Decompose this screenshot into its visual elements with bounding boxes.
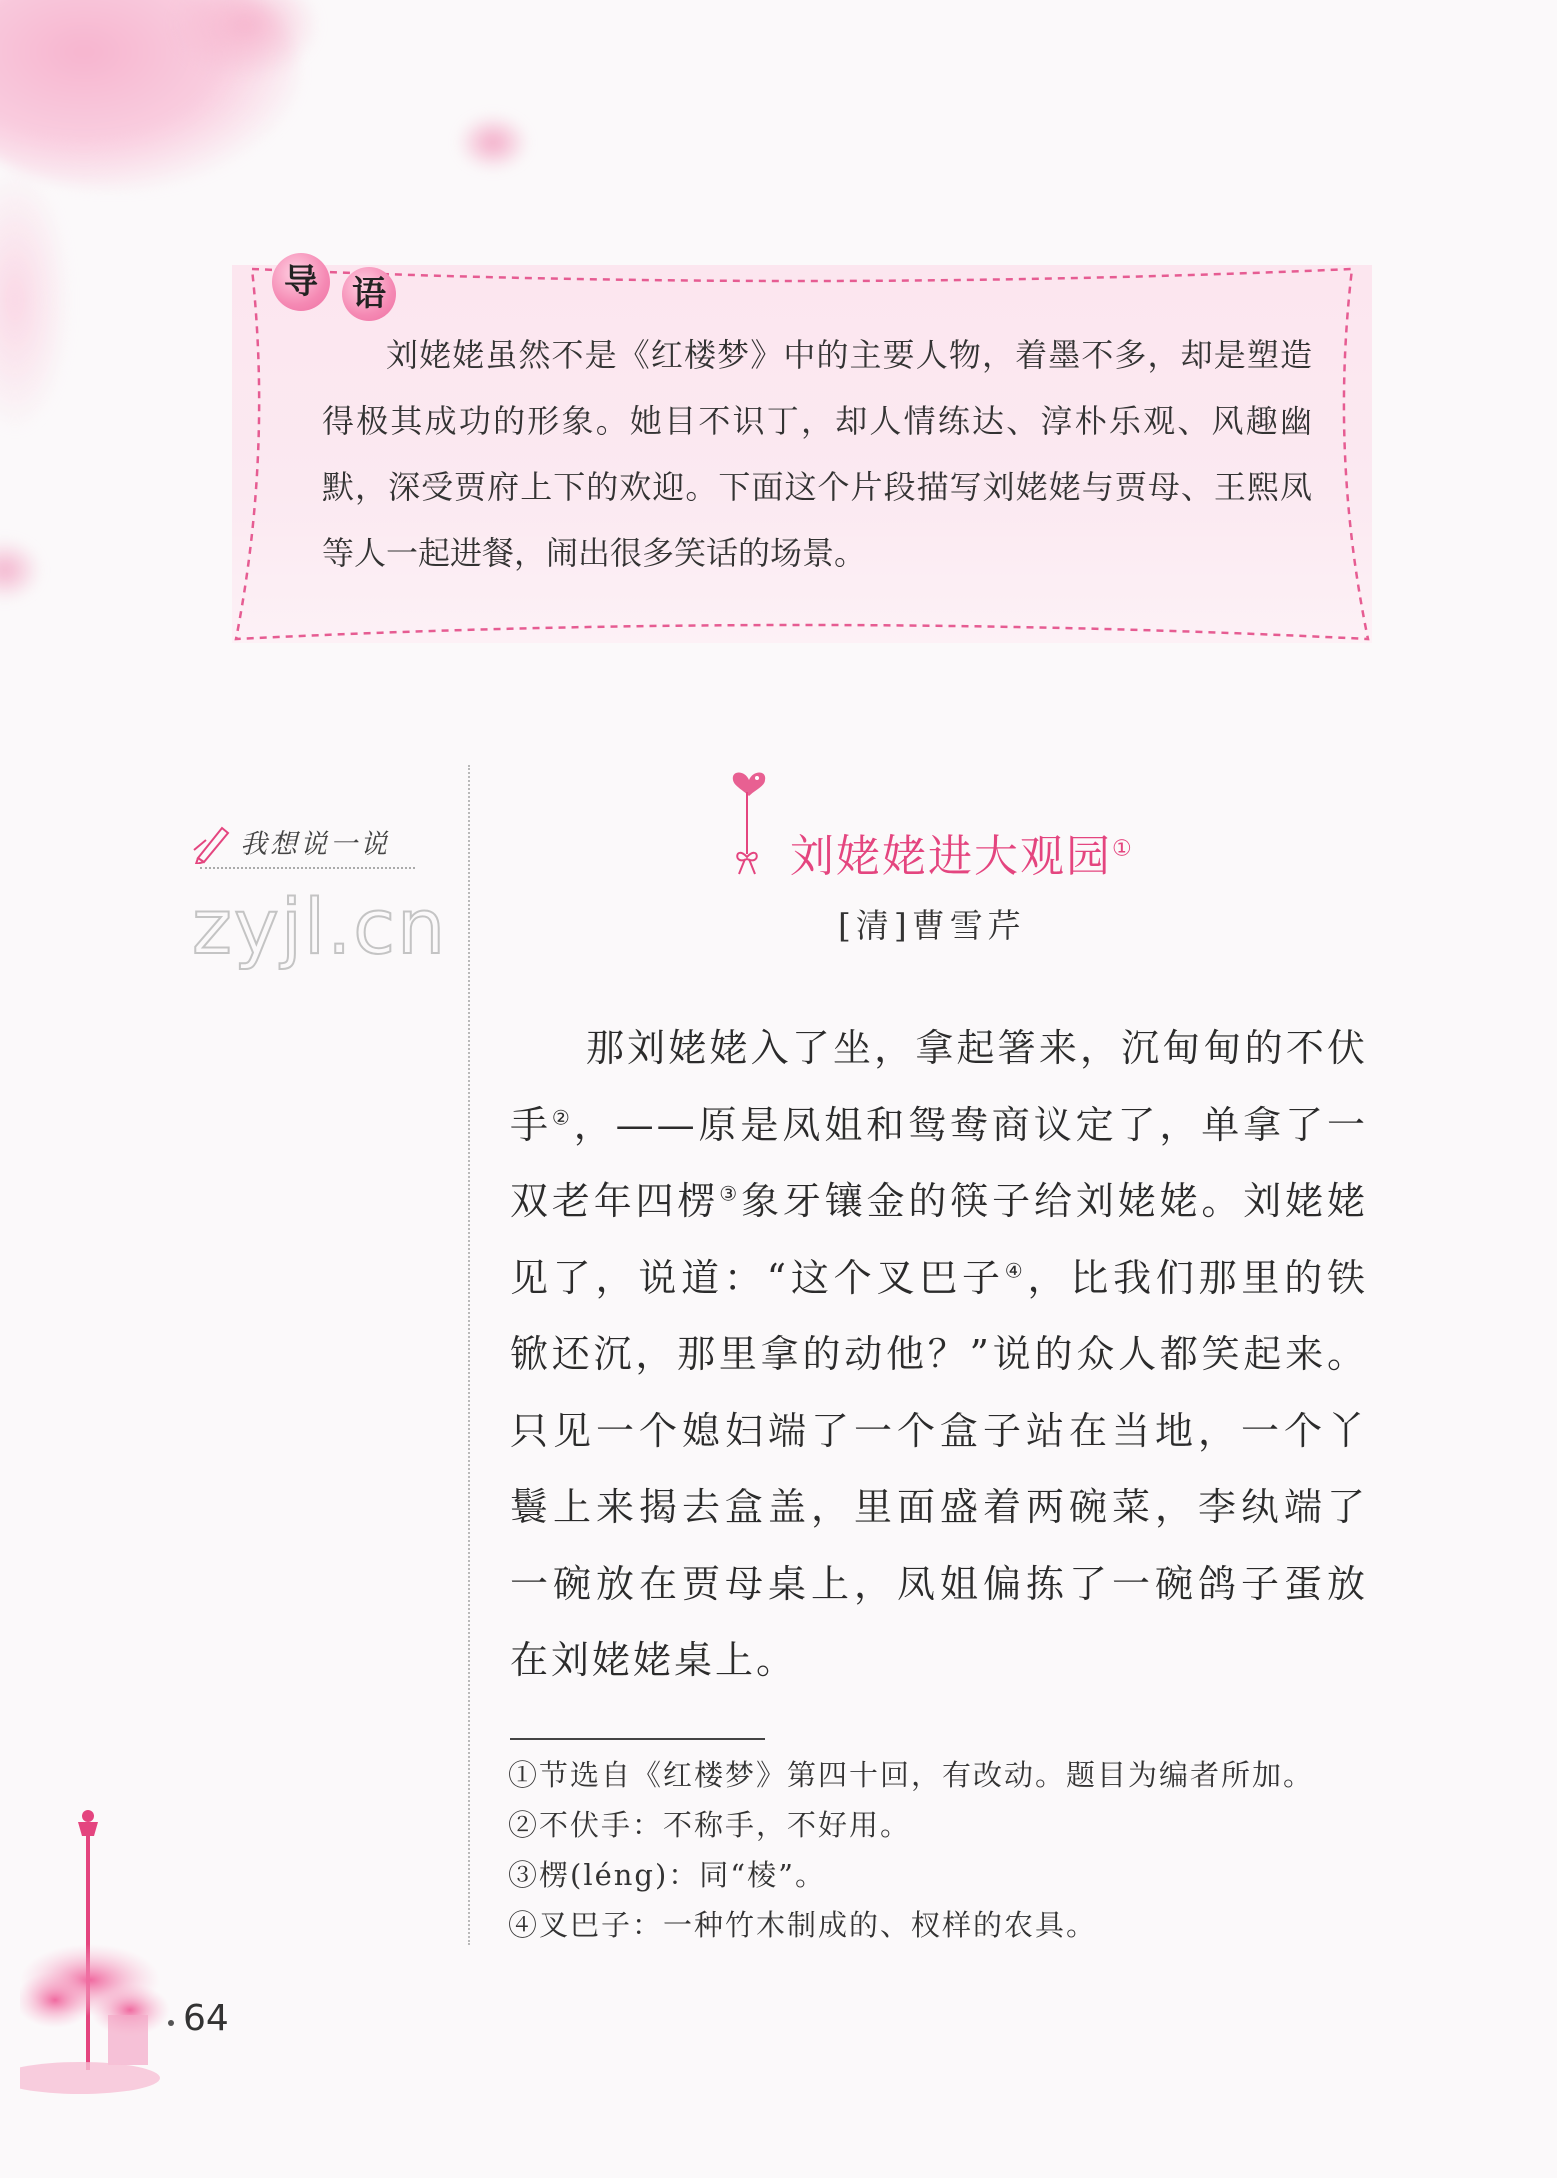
footnote-item: ④叉巴子：一种竹木制成的、杈样的农具。 — [508, 1908, 1098, 1942]
footnote-item: ①节选自《红楼梦》第四十回，有改动。题目为编者所加。 — [508, 1758, 1315, 1792]
margin-label — [198, 822, 390, 861]
body-segment: 象牙镶金的筷子给刘姥姥。刘姥姥见了，说道：“这个叉巴子 — [510, 1179, 1368, 1300]
lamp-flower-art — [20, 1800, 190, 2100]
footnote-ref: ② — [551, 1104, 574, 1129]
footnotes — [508, 1750, 1314, 1950]
page-dot — [168, 2020, 174, 2026]
heart-bird-icon — [733, 773, 765, 797]
title-ornament — [705, 762, 795, 882]
footnote-ref: ① — [1112, 836, 1134, 862]
footnote-rule — [510, 1738, 765, 1740]
body-segment: ，——原是凤姐和鸳鸯商议定了，单拿了一双老年四楞 — [510, 1102, 1368, 1223]
margin-label-text: 我想说一说 — [240, 829, 390, 860]
watermark: zyjl.cn — [192, 882, 448, 971]
article-title-text: 刘姥姥进大观园 — [790, 831, 1112, 882]
column-divider — [468, 765, 470, 1945]
footnote-item: ②不伏手：不称手，不好用。 — [508, 1808, 912, 1842]
body-segment: 那刘姥姥入了坐，拿起箸来，沉甸甸的不伏手 — [510, 1026, 1368, 1147]
intro-text: 刘姥姥虽然不是《红楼梦》中的主要人物，着墨不多，却是塑造得极其成功的形象。她目不识丁，却人情练达、淳朴乐观、风趣幽默，深受贾府上下的欢迎。下面这个片段描写刘姥姥与贾母、王熙凤等人一起进餐，闹出很多笑话的场景。 — [322, 336, 1312, 572]
footnote-ref: ③ — [719, 1181, 742, 1206]
footnote-ref: ④ — [1004, 1257, 1028, 1282]
page-number: 64 — [183, 1998, 229, 2039]
intro-badge: 导 — [272, 253, 330, 311]
petal-decoration — [0, 170, 70, 430]
intro-box — [232, 262, 1372, 643]
petal-decoration — [0, 540, 40, 600]
petal-decoration — [458, 115, 528, 170]
intro-badge: 语 — [342, 267, 396, 321]
article-body — [510, 1010, 1368, 1699]
bow-icon — [737, 853, 757, 874]
footnote-item: ③楞(léng)：同“棱”。 — [508, 1858, 826, 1892]
article-author: [清]曹雪芹 — [838, 906, 1026, 945]
article-title — [790, 820, 1134, 884]
body-segment: ，比我们那里的铁锨还沉，那里拿的动他？”说的众人都笑起来。只见一个媳妇端了一个盒子站在当地，一个丫鬟上来揭去盒盖，里面盛着两碗菜，李纨端了一碗放在贾母桌上，凤姐偏拣了一碗鸽子蛋放在刘姥姥桌上。 — [510, 1255, 1368, 1682]
margin-note-line — [200, 867, 415, 869]
